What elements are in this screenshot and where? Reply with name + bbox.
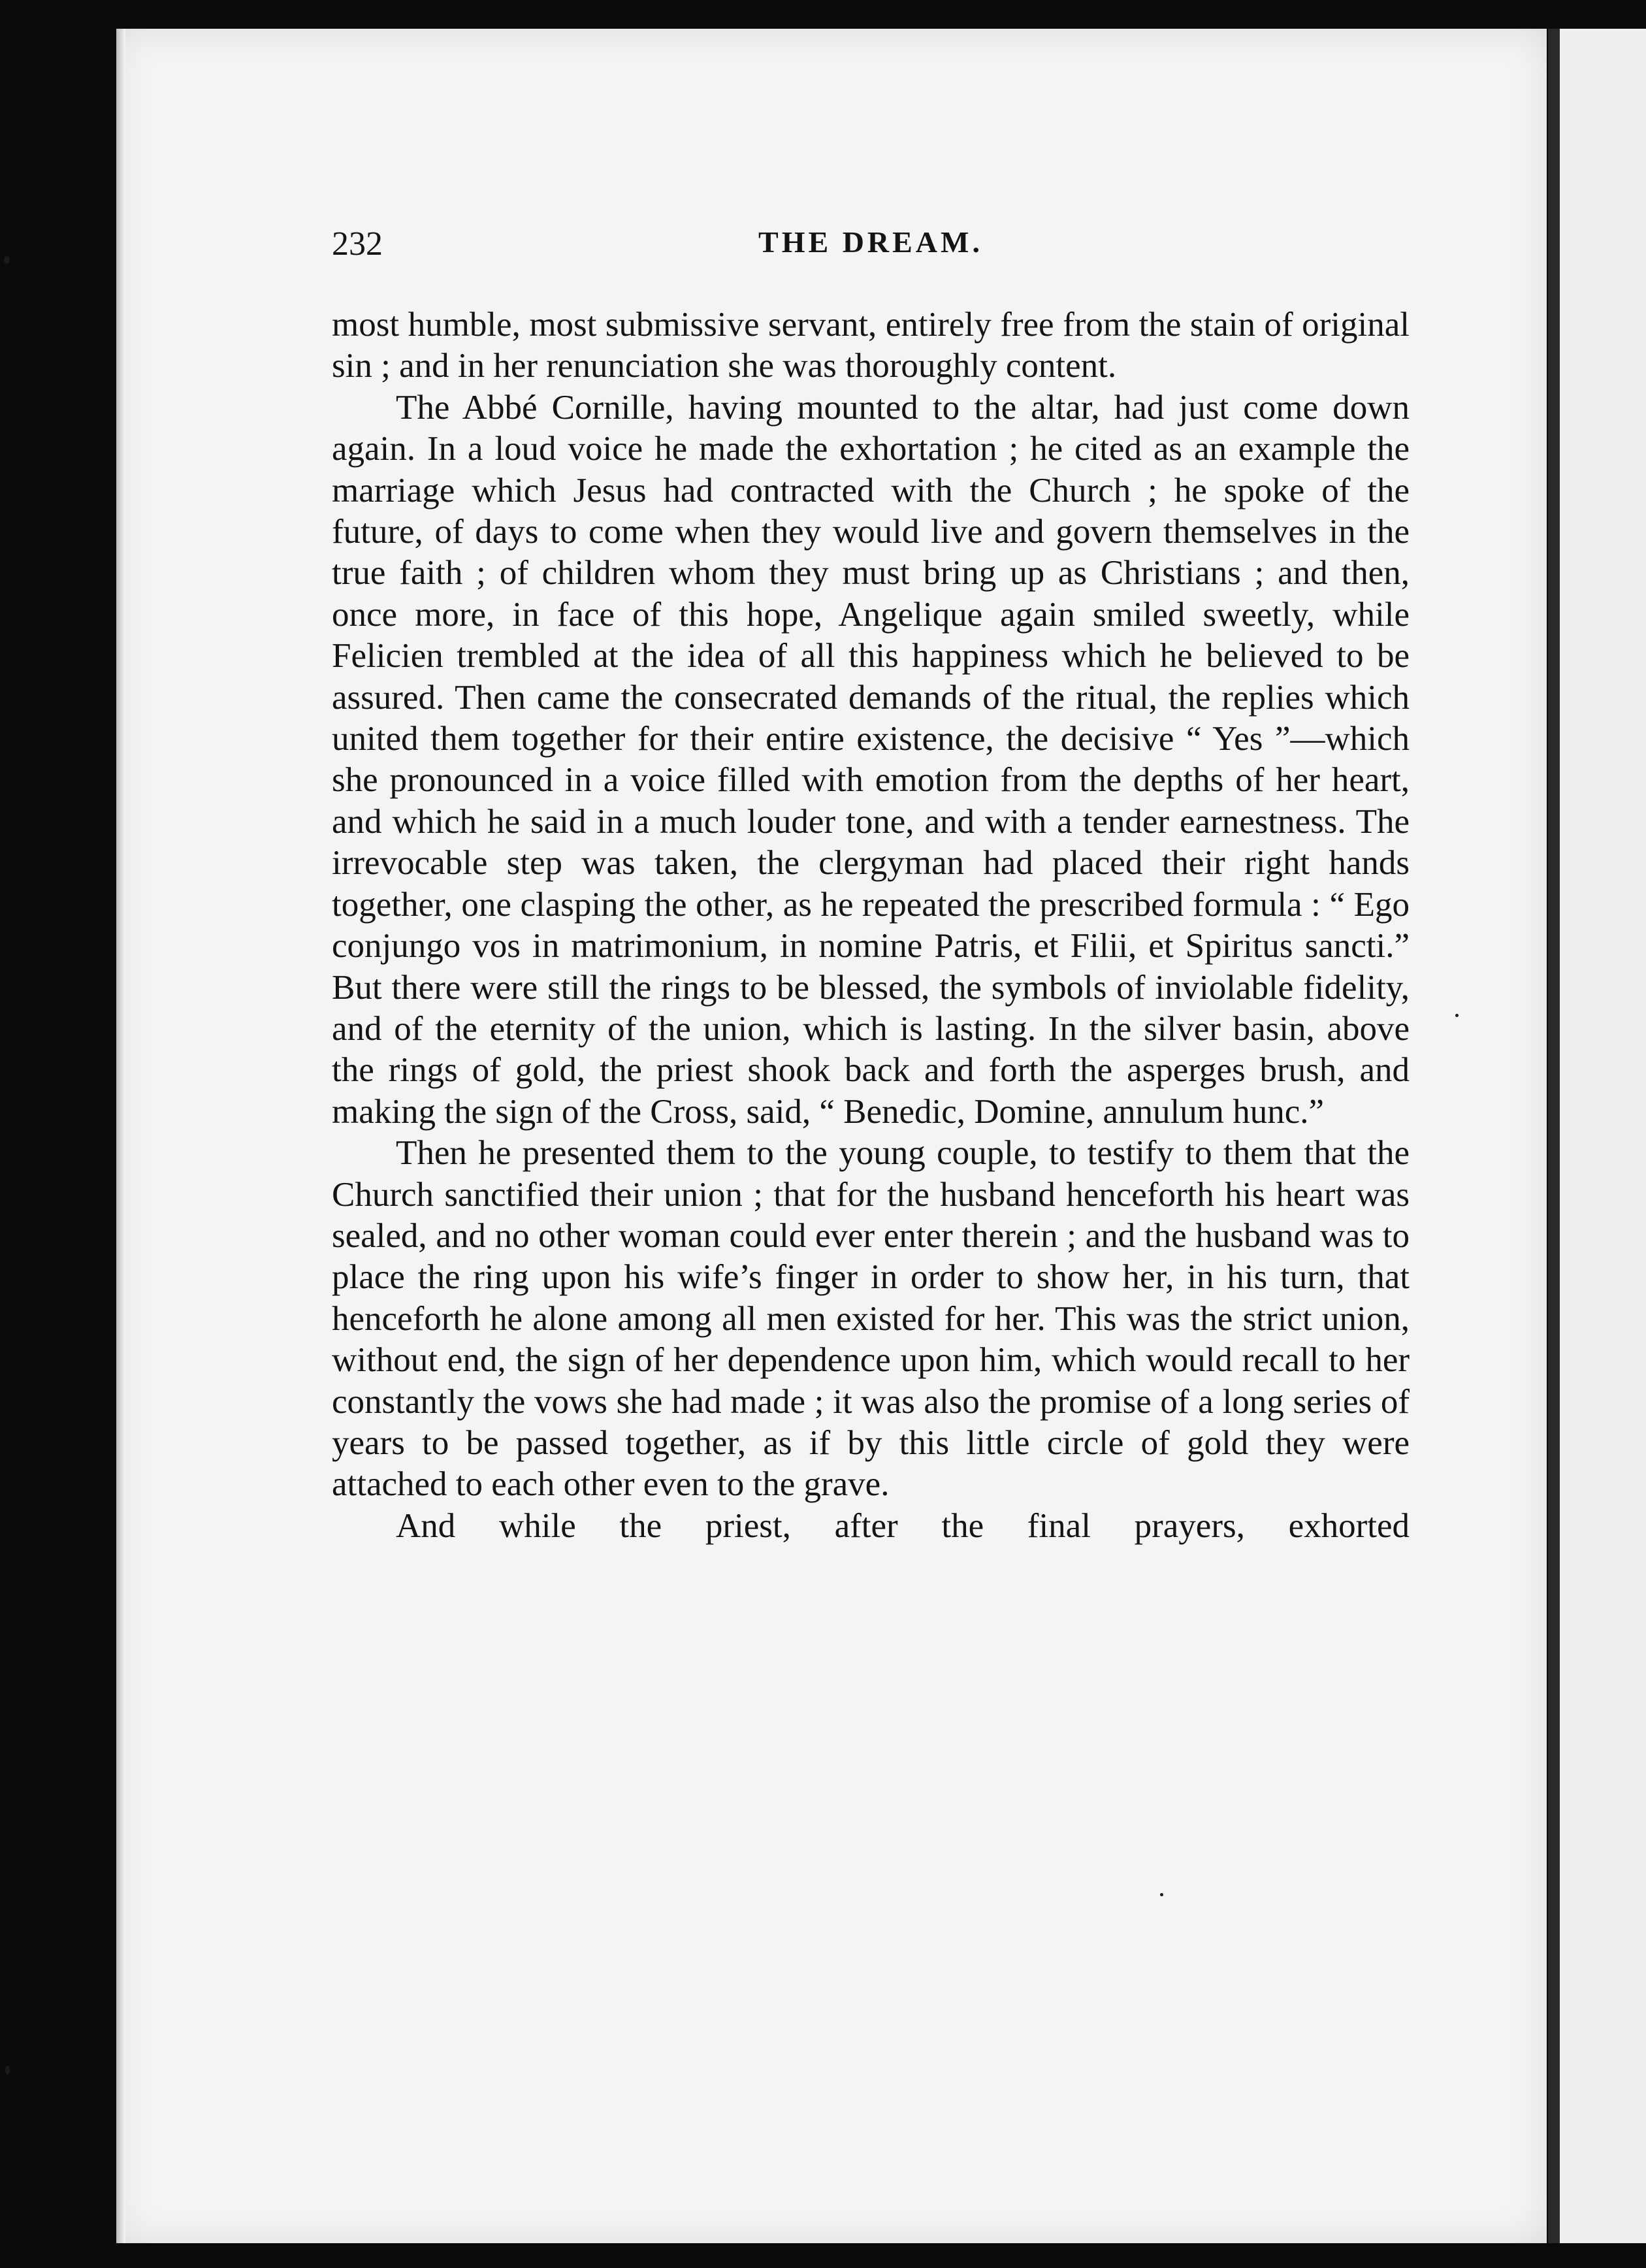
facing-page-edge [1560, 29, 1646, 2243]
scan-speck [5, 2066, 10, 2075]
page-number: 232 [332, 225, 383, 263]
body-text [332, 304, 1410, 1547]
paragraph-1: most humble, most submissive servant, entirely free from the stain of original sin ; and in her renunciation she was thoroughly content. [332, 306, 1410, 385]
paragraph-2: The Abbé Cornille, having mounted to the altar, had just come down again. In a loud voice he made the exhortation ; he cited as an example the marriage which Jesus had contracted with the Church ; he spoke of the future, of days to come when they would live and govern themselves in the true faith ; of children whom they must bring up as Christians ; and then, once more, in face of this hope, Angelique again smiled sweetly, while Felicien trembled at the idea of all this happiness which he believed to be assured. Then came the consecrated demands of the ritual, the replies which united them together for their entire existence, the decisive “ Yes ”—which she pronounced in a voice filled with emotion from the depths of her heart, and which he said in a much louder tone, and with a tender earnestness. The irrevocable step was taken, the clergyman had placed their right hands together, one clasping the other, as he repeated the prescribed formula : “ Ego conjungo vos in matrimonium, in nomine Patris, et Filii, et Spiritus sancti.” But there were still the rings to be blessed, the symbols of inviolable fidelity, and of the eternity of the union, which is lasting. In the silver basin, above the rings of gold, the priest shook back and forth the asperges brush, and making the sign of the Cross, said, “ Benedic, Domine, annulum hunc.” [332, 388, 1410, 1131]
running-head [332, 225, 1410, 277]
paragraph-3: Then he presented them to the young couple, to testify to them that the Church sanctified their union ; that for the husband henceforth his heart was sealed, and no other woman could ever enter therein ; and the husband was to place the ring upon his wife’s finger in order to show her, in his turn, that henceforth he alone among all men existed for her. This was the strict union, without end, the sign of her dependence upon him, which would recall to her constantly the vows she had made ; it was also the promise of a long series of years to be passed together, as if by this little circle of gold they were attached to each other even to the grave. [332, 1134, 1410, 1504]
scan-speck [1160, 1893, 1163, 1896]
scan-speck [4, 256, 10, 264]
paragraph-4: And while the priest, after the final prayers, exhorted [396, 1506, 1410, 1545]
scan-speck [1455, 1014, 1459, 1017]
book-gutter [1548, 29, 1560, 2243]
running-title: THE DREAM. [758, 225, 983, 259]
